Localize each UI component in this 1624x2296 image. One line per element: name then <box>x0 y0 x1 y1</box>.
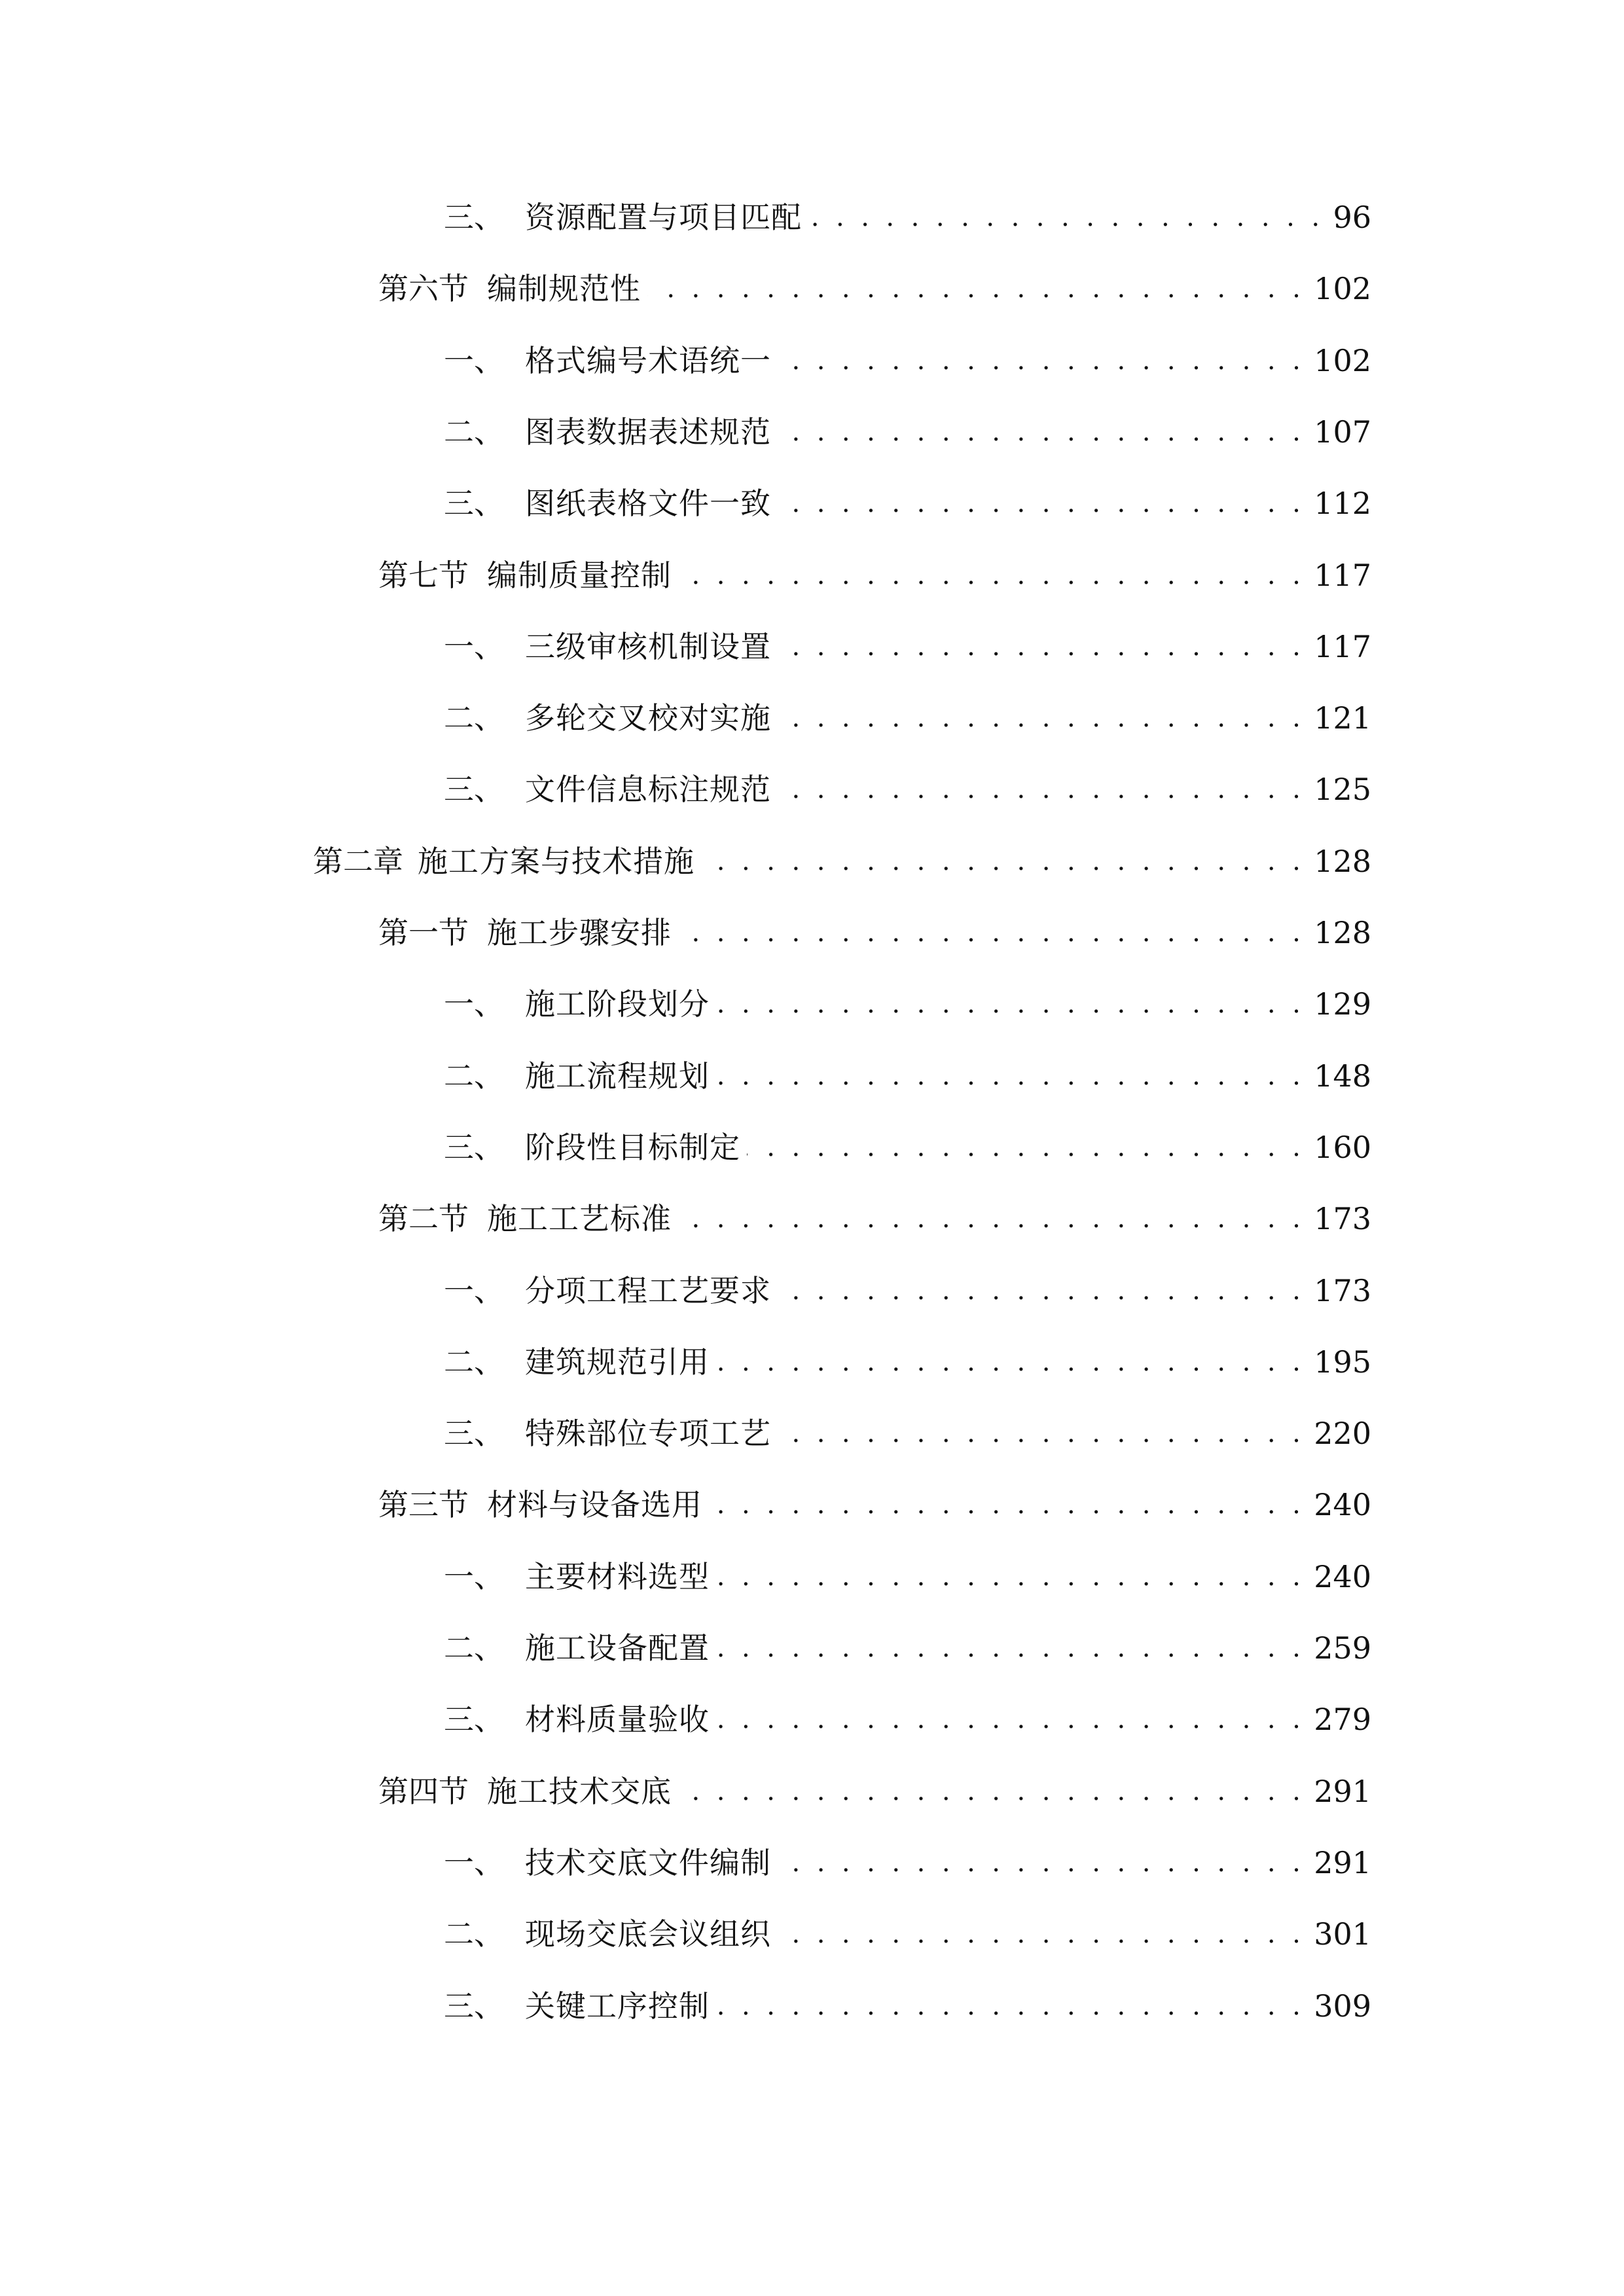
toc-dot-leader <box>716 1336 1305 1388</box>
toc-dot-leader <box>678 1193 1305 1245</box>
toc-entry-number: 一、 <box>444 986 504 1022</box>
toc-entry-page-number: 129 <box>1314 986 1371 1022</box>
toc-entry[interactable] <box>313 835 1371 888</box>
toc-entry-title: 资源配置与项目匹配 <box>525 200 802 235</box>
toc-entry[interactable] <box>378 1193 1371 1245</box>
toc-dot-leader <box>778 1908 1305 1960</box>
toc-entry[interactable] <box>378 906 1371 959</box>
toc-entry[interactable] <box>444 1336 1371 1388</box>
toc-entry-title: 施工阶段划分 <box>525 986 710 1022</box>
toc-entry-number: 第一节 <box>378 915 469 950</box>
toc-entry-number: 一、 <box>444 1559 504 1594</box>
toc-entry[interactable] <box>444 1908 1371 1960</box>
toc-dot-leader <box>716 1622 1305 1674</box>
toc-dot-leader <box>716 1551 1305 1603</box>
toc-entry-number: 一、 <box>444 629 504 664</box>
toc-dot-leader <box>678 906 1305 959</box>
toc-dot-leader <box>678 1765 1305 1818</box>
toc-entry-number: 一、 <box>444 1273 504 1308</box>
toc-entry-page-number: 240 <box>1314 1559 1371 1594</box>
toc-entry-number: 第六节 <box>378 271 469 306</box>
toc-entry-title: 编制质量控制 <box>487 558 672 593</box>
toc-entry[interactable] <box>444 1551 1371 1603</box>
toc-entry[interactable] <box>444 1693 1371 1746</box>
toc-entry-page-number: 220 <box>1314 1416 1371 1451</box>
toc-entry-page-number: 102 <box>1314 271 1371 306</box>
toc-entry-number: 第二节 <box>378 1201 469 1236</box>
toc-entry-page-number: 291 <box>1314 1774 1371 1809</box>
toc-entry-title: 建筑规范引用 <box>525 1344 710 1380</box>
toc-dot-leader <box>808 191 1324 243</box>
toc-entry-page-number: 117 <box>1314 558 1371 593</box>
toc-entry-title: 多轮交叉校对实施 <box>525 700 771 736</box>
toc-dot-leader <box>709 1479 1305 1531</box>
toc-entry-title: 施工工艺标准 <box>487 1201 672 1236</box>
toc-entry-number: 三、 <box>444 1416 504 1451</box>
toc-entry-number: 二、 <box>444 414 504 450</box>
toc-entry[interactable] <box>444 191 1371 243</box>
toc-entry-title: 关键工序控制 <box>525 1988 710 2024</box>
toc-entry[interactable] <box>444 406 1371 458</box>
toc-dot-leader <box>778 763 1305 816</box>
toc-dot-leader <box>647 262 1305 315</box>
toc-entry-title: 三级审核机制设置 <box>525 629 771 664</box>
toc-entry-page-number: 121 <box>1314 700 1371 736</box>
toc-entry[interactable] <box>378 1765 1371 1818</box>
toc-dot-leader <box>778 692 1305 744</box>
toc-entry-page-number: 173 <box>1314 1273 1371 1308</box>
toc-entry-page-number: 195 <box>1314 1344 1371 1380</box>
toc-dot-leader <box>778 1837 1305 1889</box>
toc-entry[interactable] <box>444 1121 1371 1174</box>
toc-entry[interactable] <box>444 978 1371 1030</box>
toc-entry-number: 三、 <box>444 772 504 807</box>
toc-entry-number: 二、 <box>444 1630 504 1666</box>
toc-dot-leader <box>716 1050 1305 1102</box>
toc-entry-number: 三、 <box>444 1130 504 1165</box>
toc-dot-leader <box>778 1407 1305 1460</box>
toc-entry-number: 二、 <box>444 1344 504 1380</box>
toc-entry-page-number: 117 <box>1314 629 1371 664</box>
toc-entry[interactable] <box>444 620 1371 673</box>
toc-entry-number: 三、 <box>444 1988 504 2024</box>
toc-entry[interactable] <box>444 1407 1371 1460</box>
toc-entry-title: 材料质量验收 <box>525 1702 710 1737</box>
toc-dot-leader <box>778 1265 1305 1317</box>
toc-entry-number: 第七节 <box>378 558 469 593</box>
toc-entry-number: 二、 <box>444 1916 504 1952</box>
toc-entry[interactable] <box>378 549 1371 601</box>
toc-entry-number: 三、 <box>444 200 504 235</box>
toc-entry-title: 施工步骤安排 <box>487 915 672 950</box>
toc-entry-page-number: 125 <box>1314 772 1371 807</box>
toc-entry-number: 第二章 <box>313 844 403 879</box>
toc-dot-leader <box>747 1121 1305 1174</box>
toc-entry[interactable] <box>444 692 1371 744</box>
toc-entry-title: 文件信息标注规范 <box>525 772 771 807</box>
toc-entry-number: 一、 <box>444 343 504 378</box>
toc-entry-number: 第三节 <box>378 1487 469 1522</box>
toc-entry-page-number: 301 <box>1314 1916 1371 1952</box>
toc-entry-title: 分项工程工艺要求 <box>525 1273 771 1308</box>
toc-dot-leader <box>716 1693 1305 1746</box>
toc-dot-leader <box>778 620 1305 673</box>
toc-entry-page-number: 148 <box>1314 1058 1371 1094</box>
toc-entry-title: 施工设备配置 <box>525 1630 710 1666</box>
toc-entry-number: 第四节 <box>378 1774 469 1809</box>
toc-entry-page-number: 128 <box>1314 915 1371 950</box>
toc-entry-page-number: 309 <box>1314 1988 1371 2024</box>
toc-entry-title: 格式编号术语统一 <box>525 343 771 378</box>
toc-entry-page-number: 128 <box>1314 844 1371 879</box>
toc-entry-title: 技术交底文件编制 <box>525 1845 771 1880</box>
toc-entry[interactable] <box>444 763 1371 816</box>
toc-entry-number: 二、 <box>444 1058 504 1094</box>
toc-entry-number: 一、 <box>444 1845 504 1880</box>
toc-entry-page-number: 102 <box>1314 343 1371 378</box>
toc-entry[interactable] <box>444 1980 1371 2032</box>
toc-entry-page-number: 107 <box>1314 414 1371 450</box>
toc-entry[interactable] <box>444 477 1371 529</box>
toc-entry-page-number: 291 <box>1314 1845 1371 1880</box>
toc-entry-title: 编制规范性 <box>487 271 641 306</box>
toc-dot-leader <box>716 978 1305 1030</box>
toc-dot-leader <box>778 477 1305 529</box>
toc-entry-page-number: 279 <box>1314 1702 1371 1737</box>
toc-dot-leader <box>778 334 1305 387</box>
toc-entry-number: 三、 <box>444 1702 504 1737</box>
toc-entry-title: 主要材料选型 <box>525 1559 710 1594</box>
toc-entry-number: 三、 <box>444 486 504 521</box>
toc-entry[interactable] <box>444 334 1371 387</box>
toc-entry[interactable] <box>378 1479 1371 1531</box>
toc-entry[interactable] <box>378 262 1371 315</box>
toc-entry-page-number: 112 <box>1314 486 1371 521</box>
toc-entry-title: 阶段性目标制定 <box>525 1130 740 1165</box>
toc-entry-number: 二、 <box>444 700 504 736</box>
toc-dot-leader <box>678 549 1305 601</box>
toc-entry-title: 施工技术交底 <box>487 1774 672 1809</box>
toc-entry-title: 图纸表格文件一致 <box>525 486 771 521</box>
toc-entry[interactable] <box>444 1050 1371 1102</box>
toc-entry-page-number: 96 <box>1333 200 1371 235</box>
toc-entry[interactable] <box>444 1837 1371 1889</box>
toc-dot-leader <box>701 835 1305 888</box>
toc-entry-page-number: 173 <box>1314 1201 1371 1236</box>
toc-entry-page-number: 160 <box>1314 1130 1371 1165</box>
toc-entry-title: 材料与设备选用 <box>487 1487 702 1522</box>
toc-dot-leader <box>716 1980 1305 2032</box>
toc-entry[interactable] <box>444 1265 1371 1317</box>
toc-entry-title: 现场交底会议组织 <box>525 1916 771 1952</box>
toc-entry[interactable] <box>444 1622 1371 1674</box>
toc-entry-title: 特殊部位专项工艺 <box>525 1416 771 1451</box>
toc-entry-title: 图表数据表述规范 <box>525 414 771 450</box>
toc-entry-title: 施工流程规划 <box>525 1058 710 1094</box>
toc-entry-title: 施工方案与技术措施 <box>418 844 695 879</box>
toc-entry-page-number: 240 <box>1314 1487 1371 1522</box>
toc-dot-leader <box>778 406 1305 458</box>
toc-entry-page-number: 259 <box>1314 1630 1371 1666</box>
